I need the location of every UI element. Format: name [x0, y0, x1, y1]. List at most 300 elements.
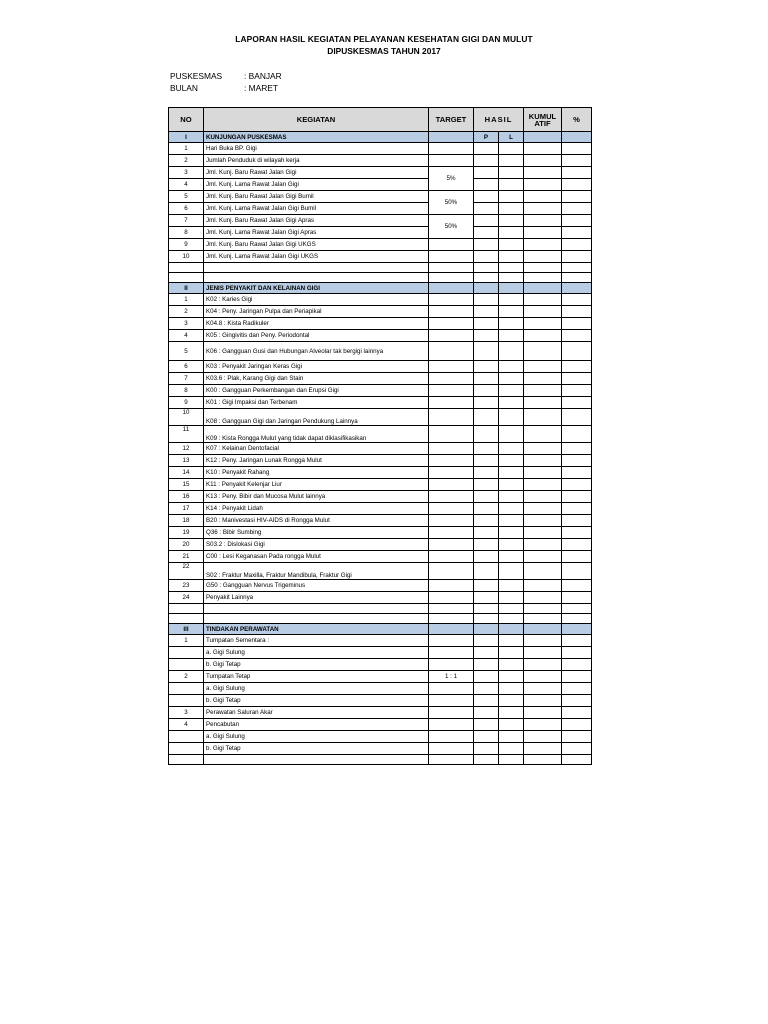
puskesmas-value: : BANJAR: [244, 71, 282, 81]
hasil-p-cell: [474, 467, 499, 479]
persen-cell: [562, 409, 592, 426]
row-number: 14: [169, 467, 204, 479]
hasil-l-cell: [499, 203, 524, 215]
section-number: II: [169, 283, 204, 294]
persen-cell: [562, 695, 592, 707]
hasil-p-label: P: [474, 132, 499, 143]
row-number: [169, 647, 204, 659]
table-row: [169, 551, 592, 563]
empty-cell: [474, 263, 499, 273]
empty-cell: [524, 624, 562, 635]
empty-cell: [429, 707, 474, 719]
target-value: 50%: [429, 191, 474, 215]
section-header-row: [169, 283, 592, 294]
kumulatif-cell: [524, 227, 562, 239]
persen-cell: [562, 215, 592, 227]
target-value: 5%: [429, 167, 474, 191]
empty-cell: [429, 527, 474, 539]
empty-cell: [204, 614, 429, 624]
empty-cell: [429, 604, 474, 614]
report-table: [168, 107, 591, 765]
table-row: [169, 491, 592, 503]
hasil-l-cell: [499, 443, 524, 455]
table-row: [169, 167, 592, 179]
empty-cell: [429, 426, 474, 443]
hasil-l-cell: [499, 426, 524, 443]
empty-cell: [429, 361, 474, 373]
row-kegiatan: Jml. Kunj. Baru Rawat Jalan Gigi UKGS: [204, 239, 429, 251]
empty-cell: [429, 397, 474, 409]
kumulatif-cell: [524, 426, 562, 443]
kumulatif-cell: [524, 539, 562, 551]
table-row: [169, 227, 592, 239]
table-row: [169, 671, 592, 683]
kumulatif-cell: [524, 527, 562, 539]
empty-cell: [429, 443, 474, 455]
empty-cell: [429, 273, 474, 283]
empty-cell: [524, 283, 562, 294]
persen-cell: [562, 455, 592, 467]
kumulatif-cell: [524, 251, 562, 263]
hasil-l-cell: [499, 671, 524, 683]
hasil-l-cell: [499, 683, 524, 695]
row-number: 7: [169, 373, 204, 385]
row-kegiatan: K07 : Kelainan Dentofacial: [204, 443, 429, 455]
kumulatif-cell: [524, 215, 562, 227]
row-kegiatan: b. Gigi Tetap: [204, 743, 429, 755]
persen-cell: [562, 479, 592, 491]
persen-cell: [562, 731, 592, 743]
hasil-l-cell: [499, 551, 524, 563]
empty-cell: [429, 283, 474, 294]
empty-cell: [169, 604, 204, 614]
row-number: [169, 683, 204, 695]
empty-cell: [499, 604, 524, 614]
hasil-p-cell: [474, 167, 499, 179]
report-title: LAPORAN HASIL KEGIATAN PELAYANAN KESEHATAN GIGI DAN MULUT: [235, 34, 533, 44]
header-no: NO: [169, 108, 204, 132]
empty-cell: [524, 755, 562, 765]
empty-cell: [429, 373, 474, 385]
empty-cell: [429, 467, 474, 479]
hasil-l-cell: [499, 397, 524, 409]
table-row: [169, 426, 592, 443]
table-row: [169, 385, 592, 397]
row-kegiatan: G50 : Gangguan Nervus Trigeminus: [204, 580, 429, 592]
row-number: [169, 731, 204, 743]
hasil-l-cell: [499, 743, 524, 755]
table-row: [169, 191, 592, 203]
empty-cell: [562, 263, 592, 273]
row-number: 8: [169, 227, 204, 239]
empty-cell: [429, 695, 474, 707]
hasil-l-cell: [499, 239, 524, 251]
empty-cell: [204, 263, 429, 273]
empty-cell: [429, 491, 474, 503]
table-row: [169, 373, 592, 385]
row-number: 11: [169, 426, 204, 443]
section-number: I: [169, 132, 204, 143]
hasil-l-cell: [499, 647, 524, 659]
kumulatif-cell: [524, 306, 562, 318]
empty-cell: [524, 273, 562, 283]
row-kegiatan: K10 : Penyakit Rahang: [204, 467, 429, 479]
target-value: 1 : 1: [429, 671, 474, 683]
hasil-l-cell: [499, 467, 524, 479]
empty-cell: [204, 273, 429, 283]
persen-cell: [562, 539, 592, 551]
meta-bulan: [170, 83, 278, 93]
hasil-p-cell: [474, 659, 499, 671]
hasil-p-cell: [474, 491, 499, 503]
hasil-p-cell: [474, 455, 499, 467]
row-kegiatan: S03.2 : Dislokasi Gigi: [204, 539, 429, 551]
kumulatif-cell: [524, 707, 562, 719]
row-number: 3: [169, 318, 204, 330]
persen-cell: [562, 467, 592, 479]
kumulatif-cell: [524, 143, 562, 155]
row-kegiatan: K12 : Peny. Jaringan Lunak Rongga Mulut: [204, 455, 429, 467]
empty-cell: [429, 318, 474, 330]
empty-cell: [429, 635, 474, 647]
persen-cell: [562, 580, 592, 592]
hasil-p-cell: [474, 409, 499, 426]
spacer-row: [169, 604, 592, 614]
empty-cell: [429, 251, 474, 263]
table-row: [169, 515, 592, 527]
hasil-p-cell: [474, 294, 499, 306]
row-number: 18: [169, 515, 204, 527]
row-number: 9: [169, 239, 204, 251]
hasil-p-cell: [474, 527, 499, 539]
hasil-l-cell: [499, 155, 524, 167]
kumulatif-cell: [524, 455, 562, 467]
kumulatif-cell: [524, 397, 562, 409]
persen-cell: [562, 635, 592, 647]
kumulatif-cell: [524, 191, 562, 203]
hasil-p-cell: [474, 373, 499, 385]
empty-cell: [429, 263, 474, 273]
hasil-p-cell: [474, 563, 499, 580]
row-kegiatan: K05 : Gingivitis dan Peny. Periodontal: [204, 330, 429, 342]
empty-cell: [429, 342, 474, 361]
persen-cell: [562, 385, 592, 397]
persen-cell: [562, 373, 592, 385]
row-number: 1: [169, 294, 204, 306]
empty-cell: [429, 539, 474, 551]
target-value: 50%: [429, 215, 474, 239]
row-number: 10: [169, 251, 204, 263]
row-kegiatan: Tumpatan Tetap: [204, 671, 429, 683]
hasil-p-cell: [474, 179, 499, 191]
persen-cell: [562, 318, 592, 330]
empty-cell: [562, 755, 592, 765]
row-number: 8: [169, 385, 204, 397]
row-kegiatan: Jml. Kunj. Lama Rawat Jalan Gigi Bumil: [204, 203, 429, 215]
row-number: 6: [169, 361, 204, 373]
row-kegiatan: K13 : Peny. Bibir dan Mucosa Mulut lainnya: [204, 491, 429, 503]
row-kegiatan: Tumpatan Sementara :: [204, 635, 429, 647]
hasil-p-cell: [474, 155, 499, 167]
table-row: [169, 647, 592, 659]
hasil-l-cell: [499, 294, 524, 306]
section-title: JENIS PENYAKIT DAN KELAINAN GIGI: [204, 283, 429, 294]
row-kegiatan: Jml. Kunj. Lama Rawat Jalan Gigi Apras: [204, 227, 429, 239]
kumulatif-cell: [524, 671, 562, 683]
hasil-p-cell: [474, 539, 499, 551]
persen-cell: [562, 294, 592, 306]
persen-cell: [562, 251, 592, 263]
empty-cell: [499, 624, 524, 635]
hasil-l-cell: [499, 251, 524, 263]
persen-cell: [562, 342, 592, 361]
kumulatif-cell: [524, 155, 562, 167]
empty-cell: [429, 580, 474, 592]
row-kegiatan: Jml. Kunj. Lama Rawat Jalan Gigi UKGS: [204, 251, 429, 263]
kumulatif-cell: [524, 719, 562, 731]
kumulatif-cell: [524, 318, 562, 330]
table-row: [169, 251, 592, 263]
table-row: [169, 361, 592, 373]
kumulatif-cell: [524, 361, 562, 373]
row-kegiatan: K11 : Penyakit Kelenjar Liur: [204, 479, 429, 491]
hasil-l-cell: [499, 306, 524, 318]
kumulatif-cell: [524, 294, 562, 306]
empty-cell: [499, 263, 524, 273]
empty-cell: [429, 659, 474, 671]
row-kegiatan: Jml. Kunj. Lama Rawat Jalan Gigi: [204, 179, 429, 191]
empty-cell: [429, 385, 474, 397]
row-kegiatan: K04 : Peny. Jaringan Pulpa dan Periapikal: [204, 306, 429, 318]
hasil-p-cell: [474, 239, 499, 251]
hasil-l-cell: [499, 515, 524, 527]
empty-cell: [429, 551, 474, 563]
row-kegiatan: a. Gigi Sulung: [204, 731, 429, 743]
persen-cell: [562, 426, 592, 443]
persen-cell: [562, 227, 592, 239]
header-persen: %: [562, 108, 592, 132]
empty-cell: [474, 624, 499, 635]
table-row: [169, 330, 592, 342]
table-row: [169, 306, 592, 318]
persen-cell: [562, 707, 592, 719]
empty-cell: [499, 614, 524, 624]
empty-cell: [429, 592, 474, 604]
hasil-p-cell: [474, 647, 499, 659]
persen-cell: [562, 143, 592, 155]
hasil-l-cell: [499, 455, 524, 467]
hasil-p-cell: [474, 385, 499, 397]
persen-cell: [562, 361, 592, 373]
hasil-p-cell: [474, 479, 499, 491]
kumulatif-cell: [524, 373, 562, 385]
header-hasil: HASIL: [474, 108, 524, 132]
row-kegiatan: K14 : Penyakit Lidah: [204, 503, 429, 515]
empty-cell: [429, 731, 474, 743]
header-row: [169, 108, 592, 132]
row-number: 3: [169, 167, 204, 179]
section-header-row: [169, 624, 592, 635]
hasil-p-cell: [474, 592, 499, 604]
empty-cell: [204, 755, 429, 765]
hasil-l-cell: [499, 563, 524, 580]
empty-cell: [499, 283, 524, 294]
row-number: [169, 695, 204, 707]
empty-cell: [474, 614, 499, 624]
section-number: III: [169, 624, 204, 635]
empty-cell: [429, 143, 474, 155]
persen-cell: [562, 167, 592, 179]
hasil-l-cell: [499, 719, 524, 731]
table-row: [169, 318, 592, 330]
row-number: 6: [169, 203, 204, 215]
empty-cell: [429, 755, 474, 765]
header-target: TARGET: [429, 108, 474, 132]
empty-cell: [429, 515, 474, 527]
persen-cell: [562, 671, 592, 683]
hasil-p-cell: [474, 503, 499, 515]
hasil-p-cell: [474, 580, 499, 592]
persen-cell: [562, 647, 592, 659]
row-kegiatan: C00 : Lesi Keganasan Pada rongga Mulut: [204, 551, 429, 563]
table-row: [169, 294, 592, 306]
persen-cell: [562, 179, 592, 191]
row-kegiatan: B20 : Manivestasi HIV-AIDS di Rongga Mulut: [204, 515, 429, 527]
persen-cell: [562, 155, 592, 167]
row-number: 23: [169, 580, 204, 592]
report-subtitle: DIPUSKESMAS TAHUN 2017: [327, 46, 441, 56]
hasil-l-cell: [499, 361, 524, 373]
hasil-l-label: L: [499, 132, 524, 143]
hasil-l-cell: [499, 409, 524, 426]
empty-cell: [429, 683, 474, 695]
hasil-l-cell: [499, 592, 524, 604]
empty-cell: [524, 614, 562, 624]
empty-cell: [562, 132, 592, 143]
hasil-p-cell: [474, 251, 499, 263]
row-number: 2: [169, 306, 204, 318]
persen-cell: [562, 515, 592, 527]
kumulatif-cell: [524, 409, 562, 426]
empty-cell: [429, 409, 474, 426]
kumulatif-cell: [524, 479, 562, 491]
empty-cell: [429, 330, 474, 342]
row-kegiatan: Pencabutan: [204, 719, 429, 731]
row-kegiatan: S02 : Fraktur Maxilla, Fraktur Mandibula, Fraktur Gigi: [204, 563, 429, 580]
row-number: 15: [169, 479, 204, 491]
row-number: 17: [169, 503, 204, 515]
persen-cell: [562, 527, 592, 539]
hasil-p-cell: [474, 342, 499, 361]
empty-cell: [429, 647, 474, 659]
row-number: 9: [169, 397, 204, 409]
row-kegiatan: Jml. Kunj. Baru Rawat Jalan Gigi: [204, 167, 429, 179]
empty-cell: [429, 503, 474, 515]
table-row: [169, 155, 592, 167]
row-kegiatan: K08 : Gangguan Gigi dan Jaringan Pendukung Lainnya: [204, 409, 429, 426]
table-row: [169, 479, 592, 491]
empty-cell: [429, 306, 474, 318]
hasil-l-cell: [499, 227, 524, 239]
kumulatif-cell: [524, 695, 562, 707]
empty-cell: [562, 273, 592, 283]
row-number: 2: [169, 155, 204, 167]
table-row: [169, 683, 592, 695]
table-row: [169, 397, 592, 409]
row-number: 4: [169, 179, 204, 191]
row-kegiatan: K01 : Gigi Impaksi dan Terbenam: [204, 397, 429, 409]
row-number: 4: [169, 330, 204, 342]
row-kegiatan: Q36 : Bibir Sumbing: [204, 527, 429, 539]
kumulatif-cell: [524, 443, 562, 455]
hasil-p-cell: [474, 426, 499, 443]
hasil-p-cell: [474, 695, 499, 707]
kumulatif-cell: [524, 515, 562, 527]
section-header-row: [169, 132, 592, 143]
table-row: [169, 409, 592, 426]
table-row: [169, 695, 592, 707]
table-row: [169, 719, 592, 731]
row-number: 21: [169, 551, 204, 563]
empty-cell: [499, 273, 524, 283]
hasil-l-cell: [499, 695, 524, 707]
row-number: 5: [169, 191, 204, 203]
empty-cell: [204, 604, 429, 614]
empty-cell: [499, 755, 524, 765]
empty-cell: [429, 294, 474, 306]
persen-cell: [562, 397, 592, 409]
empty-cell: [474, 755, 499, 765]
section-title: KUNJUNGAN PUSKESMAS: [204, 132, 429, 143]
row-number: [169, 743, 204, 755]
hasil-p-cell: [474, 306, 499, 318]
row-kegiatan: a. Gigi Sulung: [204, 683, 429, 695]
row-number: 7: [169, 215, 204, 227]
hasil-l-cell: [499, 635, 524, 647]
row-kegiatan: Jumlah Penduduk di wilayah kerja: [204, 155, 429, 167]
kumulatif-cell: [524, 659, 562, 671]
table-row: [169, 503, 592, 515]
row-number: 3: [169, 707, 204, 719]
hasil-l-cell: [499, 491, 524, 503]
persen-cell: [562, 191, 592, 203]
hasil-l-cell: [499, 479, 524, 491]
table-row: [169, 731, 592, 743]
row-number: 5: [169, 342, 204, 361]
empty-cell: [169, 614, 204, 624]
persen-cell: [562, 330, 592, 342]
hasil-p-cell: [474, 397, 499, 409]
empty-cell: [169, 755, 204, 765]
row-kegiatan: K04.8 : Kista Radikuler: [204, 318, 429, 330]
table-row: [169, 179, 592, 191]
empty-cell: [429, 563, 474, 580]
table-row: [169, 563, 592, 580]
row-kegiatan: K06 : Gangguan Gusi dan Hubungan Alveolar tak bergigi lainnya: [204, 342, 429, 361]
hasil-l-cell: [499, 503, 524, 515]
table-row: [169, 342, 592, 361]
spacer-row: [169, 614, 592, 624]
hasil-l-cell: [499, 539, 524, 551]
persen-cell: [562, 563, 592, 580]
kumulatif-cell: [524, 179, 562, 191]
row-number: 19: [169, 527, 204, 539]
empty-cell: [524, 263, 562, 273]
hasil-l-cell: [499, 707, 524, 719]
persen-cell: [562, 239, 592, 251]
bulan-label: BULAN: [170, 83, 198, 93]
empty-cell: [429, 719, 474, 731]
